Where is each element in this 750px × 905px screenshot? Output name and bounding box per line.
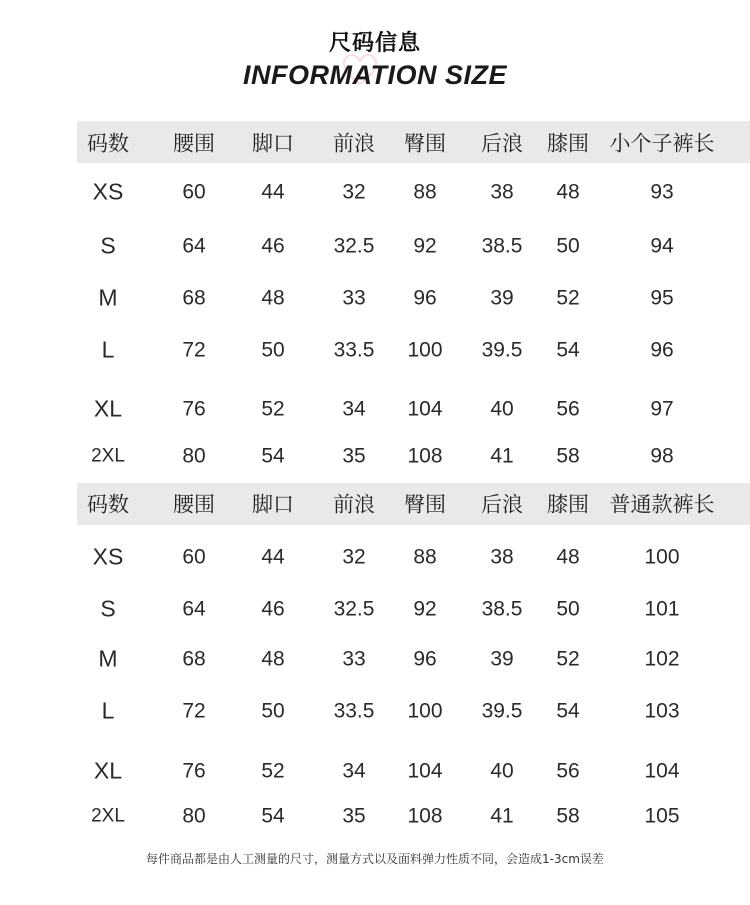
table-cell: 101 [644,597,680,621]
column-header: 脚口 [252,131,294,156]
table-cell: 54 [556,699,580,723]
size-label: XS [92,543,124,570]
table-cell: 88 [413,545,437,569]
table-cell: 39 [490,647,514,671]
page-title-en: INFORMATION SIZE [243,60,507,90]
size-label: M [98,645,118,672]
table-cell: 100 [407,338,443,362]
table-cell: 34 [342,397,366,421]
size-label: L [101,697,115,724]
table-cell: 94 [650,234,674,258]
table-cell: 32.5 [333,597,375,621]
table-cell: 44 [261,180,285,204]
table-cell: 64 [182,597,206,621]
table-cell: 46 [261,234,285,258]
table-cell: 93 [650,180,674,204]
table-cell: 48 [261,647,285,671]
size-label: 2XL [91,805,125,827]
table-cell: 44 [261,545,285,569]
table-cell: 96 [413,286,437,310]
table-cell: 100 [407,699,443,723]
table-cell: 56 [556,397,580,421]
table-cell: 72 [182,699,206,723]
table-cell: 92 [413,597,437,621]
table-cell: 33.5 [333,699,375,723]
size-label: S [100,595,116,622]
table-cell: 32.5 [333,234,375,258]
table-cell: 58 [556,804,580,828]
table-cell: 96 [650,338,674,362]
table-cell: 32 [342,545,366,569]
table-cell: 48 [556,180,580,204]
table-cell: 68 [182,647,206,671]
table-cell: 48 [556,545,580,569]
table-cell: 97 [650,397,674,421]
table-cell: 40 [490,397,514,421]
table-cell: 38.5 [481,234,523,258]
table-cell: 41 [490,804,514,828]
table-cell: 50 [261,338,285,362]
table-cell: 39.5 [481,699,523,723]
column-header: 膝围 [547,131,589,156]
column-header: 码数 [87,492,129,517]
table-cell: 104 [644,759,680,783]
table-cell: 68 [182,286,206,310]
column-header: 码数 [87,131,129,156]
table-cell: 50 [556,597,580,621]
size-label: M [98,284,118,311]
table-cell: 56 [556,759,580,783]
table-cell: 98 [650,444,674,468]
table-cell: 39 [490,286,514,310]
column-header: 腰围 [173,492,215,517]
table-cell: 35 [342,444,366,468]
table-cell: 72 [182,338,206,362]
table-cell: 102 [644,647,680,671]
table-cell: 96 [413,647,437,671]
table-cell: 46 [261,597,285,621]
measurement-footnote: 每件商品都是由人工测量的尺寸，测量方式以及面料弹力性质不同，会造成1-3cm误差 [146,852,604,866]
table-cell: 105 [644,804,680,828]
size-label: L [101,336,115,363]
table-cell: 103 [644,699,680,723]
column-header: 后浪 [481,131,523,156]
table-cell: 76 [182,397,206,421]
table-cell: 104 [407,397,443,421]
table-cell: 76 [182,759,206,783]
size-label: XL [93,395,123,422]
table-cell: 50 [261,699,285,723]
column-header: 前浪 [333,492,375,517]
size-label: XL [93,757,123,784]
size-label: S [100,232,116,259]
size-label: 2XL [91,445,125,467]
column-header: 臀围 [404,492,446,517]
table-cell: 95 [650,286,674,310]
table-cell: 64 [182,234,206,258]
table-cell: 52 [261,759,285,783]
table-cell: 41 [490,444,514,468]
table-cell: 108 [407,444,443,468]
page-title-cn: 尺码信息 [328,31,421,56]
table-cell: 58 [556,444,580,468]
table-cell: 52 [556,647,580,671]
table-cell: 54 [261,444,285,468]
table-cell: 34 [342,759,366,783]
size-label: XS [92,178,124,205]
table-cell: 92 [413,234,437,258]
column-header: 前浪 [333,131,375,156]
column-header: 臀围 [404,131,446,156]
table-cell: 48 [261,286,285,310]
column-header: 腰围 [173,131,215,156]
table-cell: 54 [556,338,580,362]
table-cell: 33 [342,647,366,671]
table-cell: 35 [342,804,366,828]
table-cell: 40 [490,759,514,783]
table-cell: 60 [182,180,206,204]
column-header: 脚口 [252,492,294,517]
column-header: 膝围 [547,492,589,517]
table-cell: 104 [407,759,443,783]
table-cell: 88 [413,180,437,204]
column-header: 普通款裤长 [609,492,715,517]
column-header: 后浪 [481,492,523,517]
table-cell: 38 [490,545,514,569]
table-cell: 54 [261,804,285,828]
table-cell: 52 [556,286,580,310]
table-cell: 100 [644,545,680,569]
table-cell: 52 [261,397,285,421]
table-cell: 38 [490,180,514,204]
table-cell: 50 [556,234,580,258]
table-cell: 39.5 [481,338,523,362]
table-cell: 80 [182,804,206,828]
table-cell: 33.5 [333,338,375,362]
table-cell: 32 [342,180,366,204]
table-cell: 33 [342,286,366,310]
column-header: 小个子裤长 [609,131,715,156]
table-cell: 60 [182,545,206,569]
table-cell: 38.5 [481,597,523,621]
table-cell: 108 [407,804,443,828]
table-cell: 80 [182,444,206,468]
